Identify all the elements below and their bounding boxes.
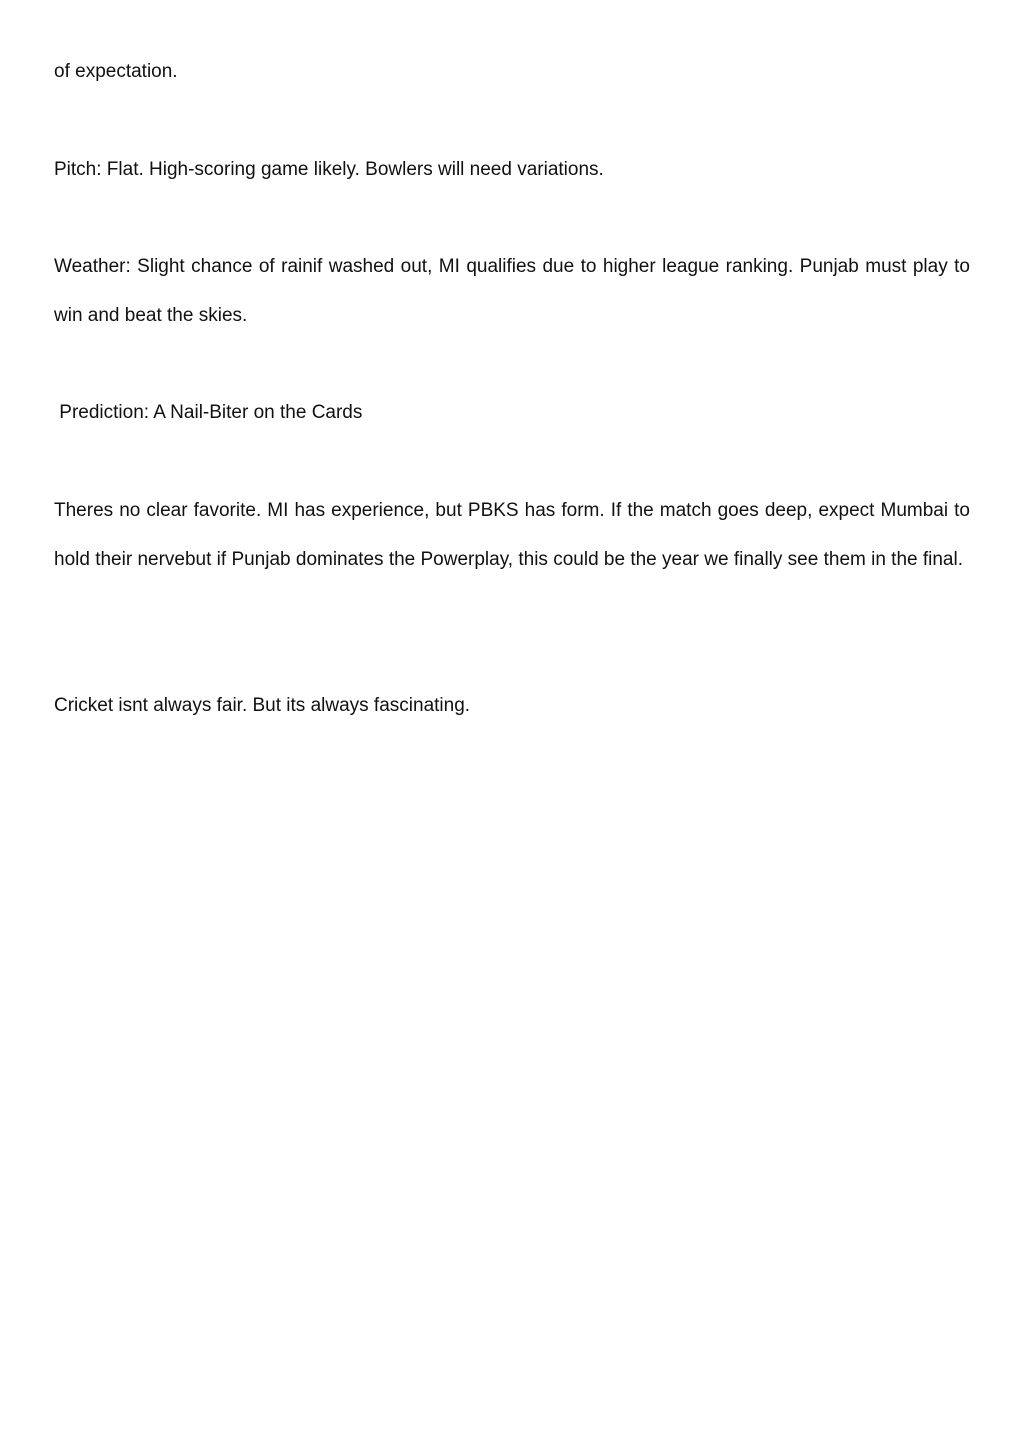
paragraph-continuation: of expectation. (54, 61, 178, 82)
paragraph-closing: Cricket isnt always fair. But its always fascinating. (54, 695, 471, 716)
paragraph-weather: Weather: Slight chance of rainif washed out, MI qualifies due to higher league ranking. Punjab must play to win and beat the skies. (54, 256, 970, 326)
paragraph-prediction-heading: Prediction: A Nail-Biter on the Cards (54, 402, 363, 423)
paragraph-pitch: Pitch: Flat. High-scoring game likely. Bowlers will need variations. (54, 159, 604, 180)
paragraph-prediction-body: Theres no clear favorite. MI has experience, but PBKS has form. If the match goes deep, expect Mumbai to hold their nervebut if Punjab dominates the Powerplay, this could be the year we finally see them in the final. (54, 500, 970, 570)
